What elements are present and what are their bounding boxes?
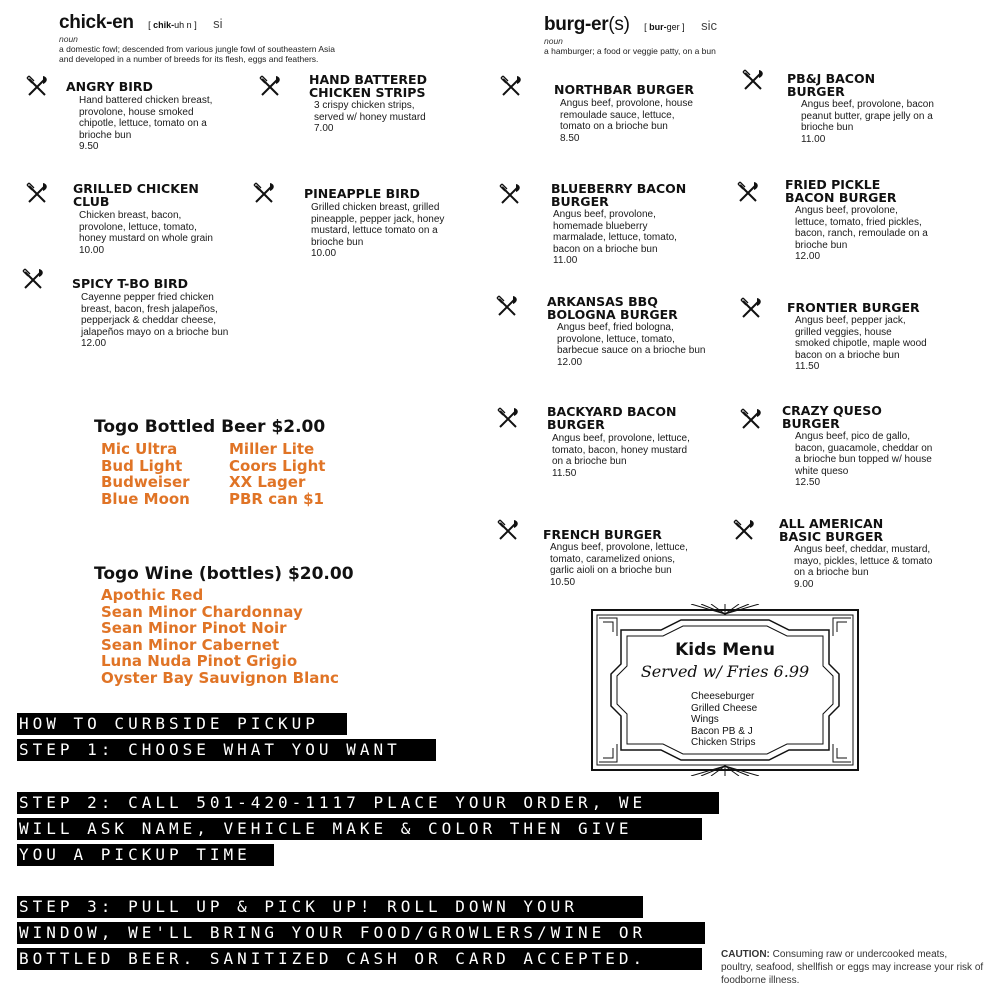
fork-knife-icon	[740, 68, 766, 94]
menu-item	[779, 517, 979, 590]
item-description: Angus beef, provolone, house remoulade sauce, lettuce, tomato on a brioche bun	[560, 98, 693, 133]
kids-menu-title: Kids Menu	[675, 640, 775, 660]
wine-item: Oyster Bay Sauvignon Blanc	[101, 668, 339, 687]
chicken-word: chick-en	[59, 12, 134, 33]
wine-item: Sean Minor Pinot Noir	[101, 619, 287, 637]
beer-item: Bud Light	[101, 456, 183, 475]
item-description: Grilled chicken breast, grilled pineapple, pepper jack, honey mustard, lettuce tomato on a brioche bun	[311, 202, 445, 248]
kids-item: Wings	[691, 714, 719, 725]
item-price: 10.00	[311, 248, 337, 260]
item-description: Angus beef, provolone, lettuce, tomato, fried pickles, bacon, ranch, remoulade on a brioche bun	[795, 205, 928, 251]
item-description: Hand battered chicken breast, provolone, house smoked chipotle, lettuce, tomato on a brioche bun	[79, 95, 213, 141]
wine-item: Luna Nuda Pinot Grigio	[101, 652, 298, 670]
curbside-step-2-line-3: YOU A PICKUP TIME	[17, 844, 274, 866]
burger-word: burg-er(s)	[544, 14, 630, 35]
fork-knife-icon	[495, 518, 521, 544]
beer-item: Budweiser	[101, 473, 190, 491]
curbside-step-3-line-2: WINDOW, WE'LL BRING YOUR FOOD/GROWLERS/WINE OR	[17, 922, 705, 944]
kids-menu-card	[591, 604, 859, 776]
menu-item	[547, 405, 737, 479]
chicken-pronunciation: [ chik-uh n ]	[148, 20, 197, 30]
fork-knife-icon	[738, 407, 764, 433]
item-name: ANGRY BIRD	[66, 79, 153, 94]
kids-item: Chicken Strips	[691, 737, 756, 748]
fork-knife-icon	[497, 182, 523, 208]
caution-text-3: foodborne illness.	[721, 975, 800, 986]
item-price: 9.00	[794, 578, 814, 590]
fork-knife-icon	[731, 518, 757, 544]
togo-beer-title: Togo Bottled Beer $2.00	[94, 417, 326, 437]
item-description: Angus beef, pico de gallo, bacon, guacamole, cheddar on a brioche bun topped w/ house white queso	[795, 431, 933, 477]
beer-item: Blue Moon	[101, 489, 190, 508]
curbside-heading: HOW TO CURBSIDE PICKUP	[17, 713, 347, 735]
menu-item	[543, 528, 733, 588]
item-price: 10.50	[550, 576, 576, 588]
item-name: GRILLED CHICKEN CLUB	[73, 181, 199, 209]
item-name: FRENCH BURGER	[543, 527, 662, 542]
item-price: 12.00	[795, 251, 821, 263]
item-description: Angus beef, provolone, lettuce, tomato, bacon, honey mustard on a brioche bun	[552, 433, 690, 468]
burger-section-header	[544, 14, 794, 56]
menu-item	[554, 83, 734, 144]
togo-beer-section	[94, 417, 354, 507]
kids-item: Cheeseburger	[691, 691, 755, 702]
chicken-extra: si	[213, 16, 223, 31]
item-description: Angus beef, provolone, homemade blueberry marmalade, lettuce, tomato, bacon on a brioche bun	[553, 209, 677, 255]
fork-knife-icon	[251, 181, 277, 207]
burger-definition: a hamburger; a food or veggie patty, on a bun	[544, 46, 716, 56]
burger-pronunciation: [ bur-ger ]	[644, 22, 685, 32]
caution-notice	[721, 948, 996, 987]
item-name: FRONTIER BURGER	[787, 300, 920, 315]
item-price: 12.50	[795, 477, 821, 489]
wine-item: Sean Minor Cabernet	[101, 635, 280, 654]
menu-item	[782, 404, 982, 488]
fork-knife-icon	[495, 406, 521, 432]
item-name: SPICY T-BO BIRD	[72, 276, 188, 291]
menu-item	[72, 277, 262, 349]
fork-knife-icon	[498, 74, 524, 100]
togo-wine-section	[94, 564, 394, 686]
curbside-step-2-line-1: STEP 2: CALL 501-420-1117 PLACE YOUR ORDER, WE	[17, 792, 719, 814]
beer-item: XX Lager	[229, 473, 306, 491]
item-name: HAND BATTERED CHICKEN STRIPS	[309, 72, 427, 100]
fork-knife-icon	[20, 267, 46, 293]
item-price: 9.50	[79, 141, 99, 153]
item-price: 7.00	[314, 123, 334, 135]
wine-item: Apothic Red	[101, 586, 204, 604]
curbside-step-1: STEP 1: CHOOSE WHAT YOU WANT	[17, 739, 436, 761]
item-description: Angus beef, cheddar, mustard, mayo, pickles, lettuce & tomato on a brioche bun	[794, 544, 933, 579]
fork-knife-icon	[257, 74, 283, 100]
item-price: 11.00	[553, 255, 578, 267]
item-description: Angus beef, fried bologna, provolone, lettuce, tomato, barbecue sauce on a brioche bun	[557, 322, 706, 357]
beer-item: Coors Light	[229, 456, 326, 475]
item-price: 10.00	[79, 244, 105, 256]
item-name: NORTHBAR BURGER	[554, 82, 695, 97]
chicken-section-header	[59, 12, 479, 64]
curbside-step-3-line-3: BOTTLED BEER. SANITIZED CASH OR CARD ACCEPTED.	[17, 948, 702, 970]
art-deco-frame	[591, 604, 859, 776]
item-description: Angus beef, provolone, lettuce, tomato, caramelized onions, garlic aioli on a brioche bun	[550, 542, 688, 577]
item-name: ALL AMERICAN BASIC BURGER	[779, 516, 884, 544]
beer-list-right	[229, 441, 325, 507]
item-price: 11.50	[795, 361, 820, 373]
item-name: PINEAPPLE BIRD	[304, 186, 420, 201]
chicken-definition-2: and developed in a number of breeds for its flesh, eggs and feathers.	[59, 54, 319, 64]
menu-item	[551, 182, 731, 266]
item-price: 11.50	[552, 467, 577, 479]
burger-extra: sic	[701, 18, 718, 33]
menu-item	[73, 182, 248, 256]
menu-item	[547, 295, 737, 368]
item-description: Angus beef, pepper jack, grilled veggies, house smoked chipotle, maple wood bacon on a brioche bun	[795, 315, 927, 361]
menu-item	[304, 187, 479, 259]
item-name: FRIED PICKLE BACON BURGER	[785, 177, 897, 205]
item-price: 12.00	[557, 356, 583, 368]
item-name: ARKANSAS BBQ BOLOGNA BURGER	[547, 294, 678, 322]
caution-text-1: Consuming raw or undercooked meats,	[769, 949, 948, 960]
fork-knife-icon	[735, 180, 761, 206]
curbside-step-2-line-2: WILL ASK NAME, VEHICLE MAKE & COLOR THEN GIVE	[17, 818, 702, 840]
item-name: CRAZY QUESO BURGER	[782, 403, 882, 431]
kids-item: Grilled Cheese	[691, 702, 758, 714]
menu-item	[787, 72, 977, 145]
fork-knife-icon	[494, 294, 520, 320]
caution-text-2: poultry, seafood, shellfish or eggs may increase your risk of	[721, 962, 984, 973]
burger-pos: noun	[544, 36, 563, 46]
beer-item: Mic Ultra	[101, 440, 178, 458]
item-price: 12.00	[81, 338, 107, 350]
item-price: 11.00	[801, 133, 826, 145]
togo-wine-title: Togo Wine (bottles) $20.00	[94, 564, 354, 584]
curbside-step-3-line-1: STEP 3: PULL UP & PICK UP! ROLL DOWN YOUR	[17, 896, 643, 918]
item-description: Chicken breast, bacon, provolone, lettuce, tomato, honey mustard on whole grain	[79, 210, 213, 245]
item-description: Angus beef, provolone, bacon peanut butter, grape jelly on a brioche bun	[801, 99, 934, 134]
chicken-definition-1: a domestic fowl; descended from various jungle fowl of southeastern Asia	[59, 44, 335, 54]
fork-knife-icon	[738, 296, 764, 322]
fork-knife-icon	[24, 181, 50, 207]
item-price: 8.50	[560, 132, 580, 144]
item-name: PB&J BACON BURGER	[787, 71, 876, 99]
menu-item	[785, 178, 980, 262]
menu-item	[309, 73, 479, 134]
beer-list-left	[101, 441, 229, 507]
item-name: BLUEBERRY BACON BURGER	[551, 181, 687, 209]
kids-menu-subtitle: Served w/ Fries 6.99	[640, 662, 810, 681]
item-name: BACKYARD BACON BURGER	[547, 404, 677, 432]
chicken-pos: noun	[59, 34, 78, 44]
item-description: 3 crispy chicken strips, served w/ honey mustard	[314, 100, 426, 123]
wine-item: Sean Minor Chardonnay	[101, 602, 303, 621]
kids-item: Bacon PB & J	[691, 725, 753, 737]
fork-knife-icon	[24, 74, 50, 100]
kids-menu-list	[691, 691, 757, 749]
caution-label: CAUTION:	[721, 949, 770, 960]
menu-item	[66, 80, 236, 152]
beer-item: PBR can $1	[229, 489, 324, 508]
menu-item	[787, 301, 977, 372]
beer-item: Miller Lite	[229, 440, 315, 458]
item-description: Cayenne pepper fried chicken breast, bacon, fresh jalapeños, pepperjack & cheddar cheese, jalapeños mayo on a brioche bun	[81, 292, 229, 338]
